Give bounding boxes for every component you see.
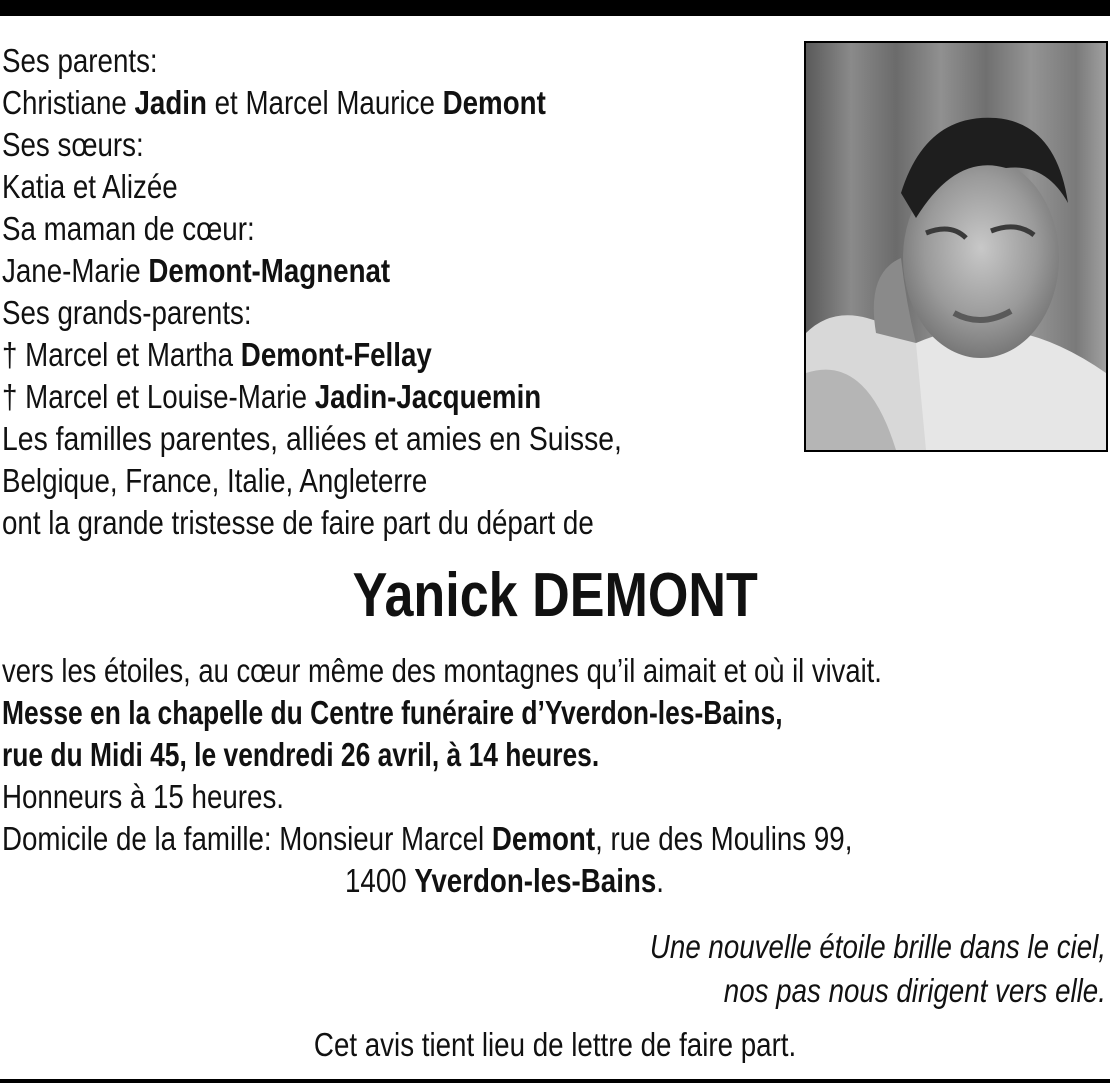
relatives-line-1: Les familles parentes, alliées et amies en Suisse,	[2, 420, 622, 457]
sisters-names: Katia et Alizée	[2, 168, 178, 205]
bottom-border-rule	[0, 1079, 1110, 1083]
domicile-line: Domicile de la famille: Monsieur Marcel Demont, rue des Moulins 99,	[2, 820, 853, 857]
mass-line-2: rue du Midi 45, le vendredi 26 avril, à 14 heures.	[2, 736, 600, 773]
parents-names: Christiane Jadin et Marcel Maurice Demont	[2, 84, 546, 121]
heart-mother-label: Sa maman de cœur:	[2, 210, 255, 247]
parents-label: Ses parents:	[2, 42, 158, 79]
closing-notice: Cet avis tient lieu de lettre de faire part.	[313, 1026, 797, 1063]
mass-line-1: Messe en la chapelle du Centre funéraire d’Yverdon-les-Bains,	[2, 694, 783, 731]
announcement-line: ont la grande tristesse de faire part du départ de	[2, 504, 594, 541]
grandparents-maternal: † Marcel et Louise-Marie Jadin-Jacquemin	[2, 378, 542, 415]
domicile-city-line: 1400 Yverdon-les-Bains.	[345, 862, 664, 899]
heart-mother-name: Jane-Marie Demont-Magnenat	[2, 252, 391, 289]
top-border-rule	[0, 0, 1110, 16]
deceased-name: Yanick DEMONT	[352, 561, 758, 630]
portrait-image	[806, 43, 1106, 450]
quote-line-1: Une nouvelle étoile brille dans le ciel,	[649, 928, 1106, 965]
relatives-line-2: Belgique, France, Italie, Angleterre	[2, 462, 428, 499]
departure-line: vers les étoiles, au cœur même des montagnes qu’il aimait et où il vivait.	[2, 652, 882, 689]
grandparents-label: Ses grands-parents:	[2, 294, 252, 331]
portrait-photo	[804, 41, 1108, 452]
honours-line: Honneurs à 15 heures.	[2, 778, 285, 815]
funeral-details	[0, 650, 1110, 902]
sisters-label: Ses sœurs:	[2, 126, 144, 163]
family-list	[0, 40, 790, 544]
grandparents-paternal: † Marcel et Martha Demont-Fellay	[2, 336, 432, 373]
quote-line-2: nos pas nous dirigent vers elle.	[723, 972, 1106, 1009]
